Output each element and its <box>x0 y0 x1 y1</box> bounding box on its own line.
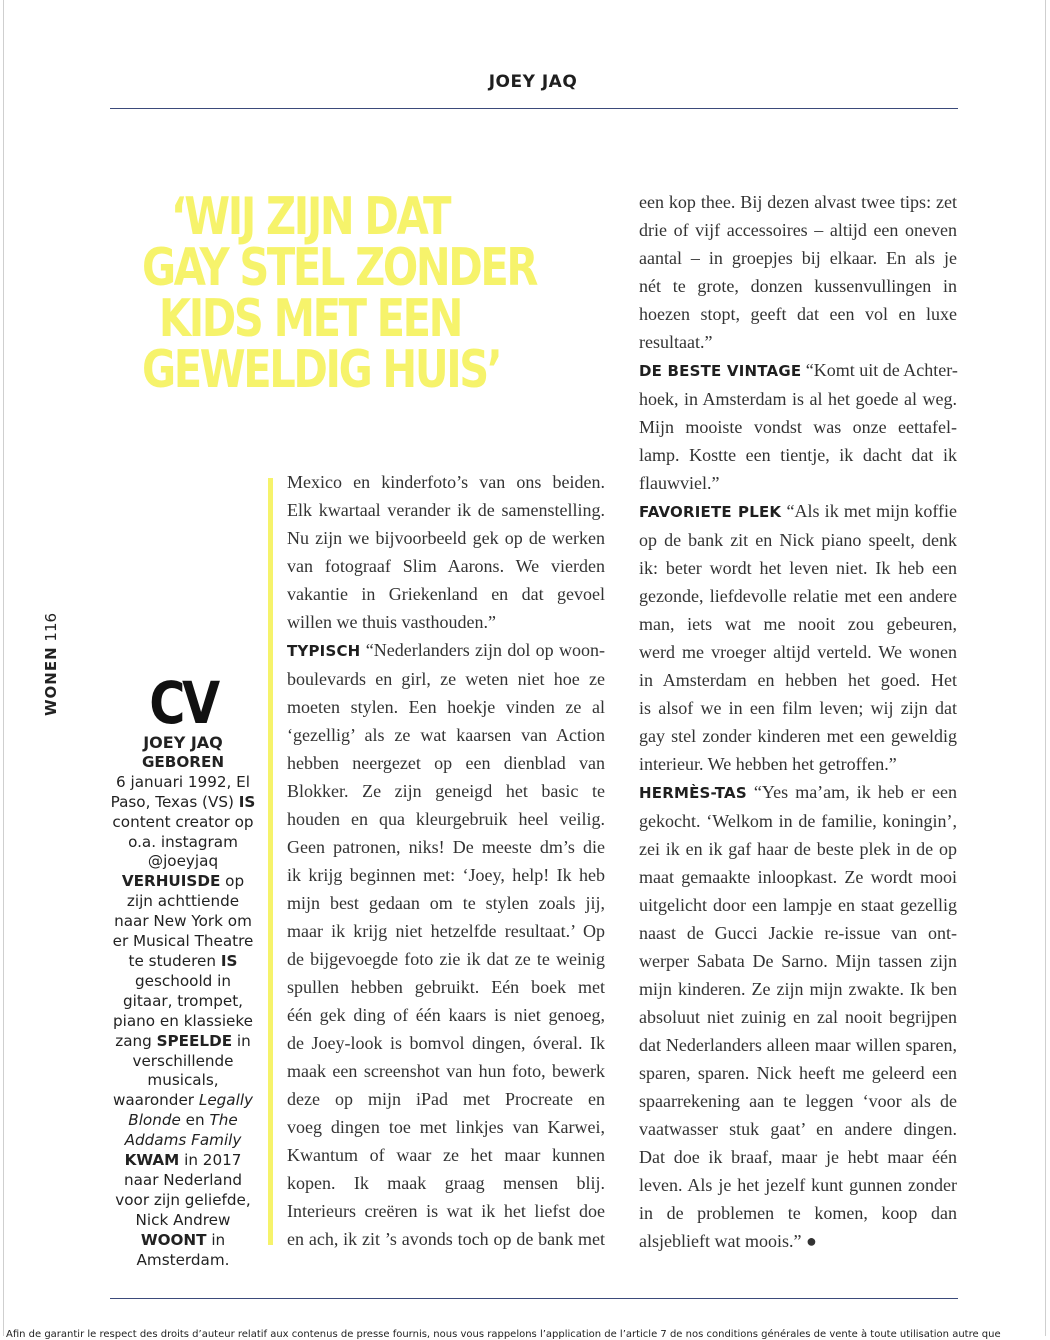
section-name: WONEN <box>42 646 60 716</box>
article-line: maar ik krijg niet hetzelfde resultaat.’ Op <box>287 921 605 941</box>
article-line: HERMÈS-TAS “Yes ma’am, ik heb er een <box>639 782 957 802</box>
pull-quote-line: GAY STEL ZONDER <box>142 238 537 298</box>
article-line: gay stel zonder kinderen met een geweldig <box>639 726 957 746</box>
article-line: voeg dingen toe met linkjes van Karwei, <box>287 1117 605 1137</box>
cv-text: op zijn achttiende naar New York om er Musical Theatre te studeren <box>112 872 254 970</box>
article-line: één gek ding of één kaars is niet genoeg, <box>287 1005 605 1025</box>
pull-quote-line: GEWELDIG HUIS’ <box>142 340 501 400</box>
article-line: Dat doe ik braaf, maar je hebt maar één <box>639 1147 957 1167</box>
article-line: deze op mijn iPad met Procreate en <box>287 1089 605 1109</box>
page-number: 116 <box>42 612 60 642</box>
article-column-1 <box>287 468 605 1253</box>
header-divider <box>110 108 958 109</box>
article-line: TYPISCH “Nederlanders zijn dol op woon- <box>287 640 605 660</box>
article-line: dat Nederlanders alleen maar willen sparen, <box>639 1035 957 1055</box>
article-line: Mijn mooiste vondst was onze eettafel- <box>639 417 957 437</box>
cv-text: in verschillende musicals, waaronder <box>112 1031 251 1110</box>
article-line: hoek, in Amsterdam is al het goede al weg. <box>639 389 957 409</box>
article-line: absoluut niet zuinig en zal nooit begrijpen <box>639 1007 957 1027</box>
article-line: gekocht. ‘Welkom in de familie, koningin’, <box>639 811 957 831</box>
copyright-footer: Afin de garantir le respect des droits d’auteur relatif aux contenus de presse fournis, nous vous rappelons l’application de l’article 7 de nos conditions générales de vente à toute utilisation autre que <box>6 1329 1001 1340</box>
article-line: sparen, sparen. Nick heeft me geleerd een <box>639 1063 957 1083</box>
article-line: spullen hebben gebruikt. Eén boek met <box>287 977 605 997</box>
cv-show-title: Legally Blonde <box>128 1091 254 1130</box>
pull-quote-line: KIDS MET EEN <box>158 289 462 349</box>
article-line: spaarrekening aan te leggen ‘voor als de <box>639 1091 957 1111</box>
article-line: mijn kinderen. Ze zijn mijn zwakte. Ik ben <box>639 979 957 999</box>
article-line: vaatwasser stuk gaat’ en andere dingen. <box>639 1119 957 1139</box>
article-line: en ach, ik zit ’s avonds toch op de bank met <box>287 1229 605 1249</box>
article-line: Elk kwartaal verander ik de samenstelling. <box>287 500 605 520</box>
cv-body <box>108 753 258 1271</box>
article-line: DE BESTE VINTAGE “Komt uit de Achter- <box>639 360 958 380</box>
cv-label-woont: WOONT <box>140 1230 207 1249</box>
cv-text: 6 januari 1992, El Paso, Texas (VS) <box>110 772 250 811</box>
article-line: nét te grote, donzen kussenvullingen in <box>639 276 957 296</box>
subheading: DE BESTE VINTAGE <box>639 362 802 380</box>
article-line: ik: beter wordt het leven niet. Ik heb een <box>639 558 957 578</box>
subheading: FAVORIETE PLEK <box>639 503 782 521</box>
article-line: ‘gezellig’ als ze wat kaarsen van Action <box>287 725 605 745</box>
article-line: maak een screenshot van hun foto, bewerk <box>287 1061 605 1081</box>
cv-text: content creator op o.a. instagram @joeyjaq <box>112 812 254 871</box>
article-line: lamp. Kostte een tientje, ik dacht dat ik <box>639 445 957 465</box>
article-line: alsjeblieft wat moois.” ● <box>639 1231 817 1251</box>
article-line: man, iets wat me nooit zou gebeuren, <box>639 614 957 634</box>
article-line: resultaat.” <box>639 332 713 352</box>
accent-bar <box>268 478 273 1245</box>
subheading: HERMÈS-TAS <box>639 784 747 802</box>
cv-label-verhuisde: VERHUISDE <box>121 872 221 891</box>
article-line: in de problemen te komen, koop dan <box>639 1203 957 1223</box>
article-line: op de bank zit en Nick piano speelt, denk <box>639 530 957 550</box>
cv-name: JOEY JAQ <box>143 733 223 752</box>
cv-label-geboren: GEBOREN <box>141 752 225 771</box>
article-line: Interieurs creëren is wat ik het liefst doe <box>287 1201 605 1221</box>
cv-label-is: IS <box>238 792 256 811</box>
article-line: uitgelicht door een lampje en staat gezellig <box>639 895 957 915</box>
article-line: vakantie in Griekenland en dat gevoel <box>287 584 605 604</box>
article-line: werper Sabata De Sarno. Mijn tassen zijn <box>639 951 957 971</box>
article-line: drie of vijf accessoires – altijd een oneven <box>639 220 957 240</box>
article-line: Geen patronen, niks! De meeste dm’s die <box>287 837 605 857</box>
article-line: werd me vroeger altijd verteld. We wonen <box>639 642 957 662</box>
article-line: naast de Gucci Jackie re-issue van ont- <box>639 923 957 943</box>
cv-label-is: IS <box>220 951 238 970</box>
article-line: de Joey-look is bomvol dingen, óveral. Ik <box>287 1033 605 1053</box>
article-line: zei ik en ik gaf haar de beste plek in de op <box>639 839 957 859</box>
article-line: in Amsterdam en hebben het goed. Het <box>639 670 957 690</box>
article-line: aantal – in groepjes bij elkaar. En als je <box>639 248 957 268</box>
article-line: maat gemaakte inloopkast. Ze wordt mooi <box>639 867 957 887</box>
article-column-2 <box>639 188 957 1255</box>
article-line: gezonde, liefdevolle relatie met een andere <box>639 586 957 606</box>
pull-quote-line: ‘WIJ ZIJN DAT <box>170 187 450 247</box>
article-line: moeten stylen. Een hoekje vinden ze al <box>287 697 605 717</box>
cv-text: in 2017 naar Nederland voor zijn geliefde, Nick Andrew <box>115 1151 251 1229</box>
cv-label-speelde: SPEELDE <box>156 1031 233 1050</box>
footer-divider <box>110 1298 958 1299</box>
article-line: interieur. We hebben het getroffen.” <box>639 754 897 774</box>
article-line: een kop thee. Bij dezen alvast twee tips: zet <box>639 192 957 212</box>
article-line: willen we thuis vasthouden.” <box>287 612 496 632</box>
article-line: van fotograaf Slim Aarons. We vierden <box>287 556 605 576</box>
article-line: kopen. Ik maak graag mensen blij. <box>287 1173 605 1193</box>
cv-text: en <box>185 1111 205 1130</box>
cv-label-kwam: KWAM <box>124 1151 180 1170</box>
article-line: Kwantum of waar ze het maar kunnen <box>287 1145 605 1165</box>
article-line: ik krijg beginnen met: ‘Joey, help! Ik heb <box>287 865 605 885</box>
article-line: leven. Als je het jezelf kunt gunnen zonder <box>639 1175 957 1195</box>
article-line: FAVORIETE PLEK “Als ik met mijn koffie <box>639 501 957 521</box>
article-line: mijn best gedaan om te stylen zoals jij, <box>287 893 605 913</box>
page-header-title: JOEY JAQ <box>488 72 578 92</box>
cv-text: geschoold in gitaar, trompet, piano en klassieke zang <box>112 971 254 1050</box>
section-side-label <box>40 612 62 718</box>
pull-quote <box>142 187 537 400</box>
article-line: Blokker. Ze zijn geneigd het basic te <box>287 781 605 801</box>
cv-text: in Amsterdam. <box>136 1230 230 1269</box>
cv-title: CV <box>149 669 217 737</box>
cv-sidebar <box>108 669 258 1270</box>
article-line: is alsof we in een film leven; wij zijn dat <box>639 698 957 718</box>
article-line: Nu zijn we bijvoorbeeld gek op de werken <box>287 528 605 548</box>
article-line: flauwviel.” <box>639 473 720 493</box>
article-line: de bijgevoegde foto zie ik dat ze te weinig <box>287 949 605 969</box>
cv-show-title: The Addams Family <box>124 1111 242 1150</box>
article-line: Mexico en kinderfoto’s van ons beiden. <box>287 472 605 492</box>
article-line: hebben neergezet op een dienblad van <box>287 753 605 773</box>
article-line: boulevards en girl, ze weten niet hoe ze <box>287 669 605 689</box>
article-line: hoezen stopt, geeft dat een vol en luxe <box>639 304 957 324</box>
subheading: TYPISCH <box>287 642 361 660</box>
article-line: houden en qua kleurgebruik heel veilig. <box>287 809 605 829</box>
